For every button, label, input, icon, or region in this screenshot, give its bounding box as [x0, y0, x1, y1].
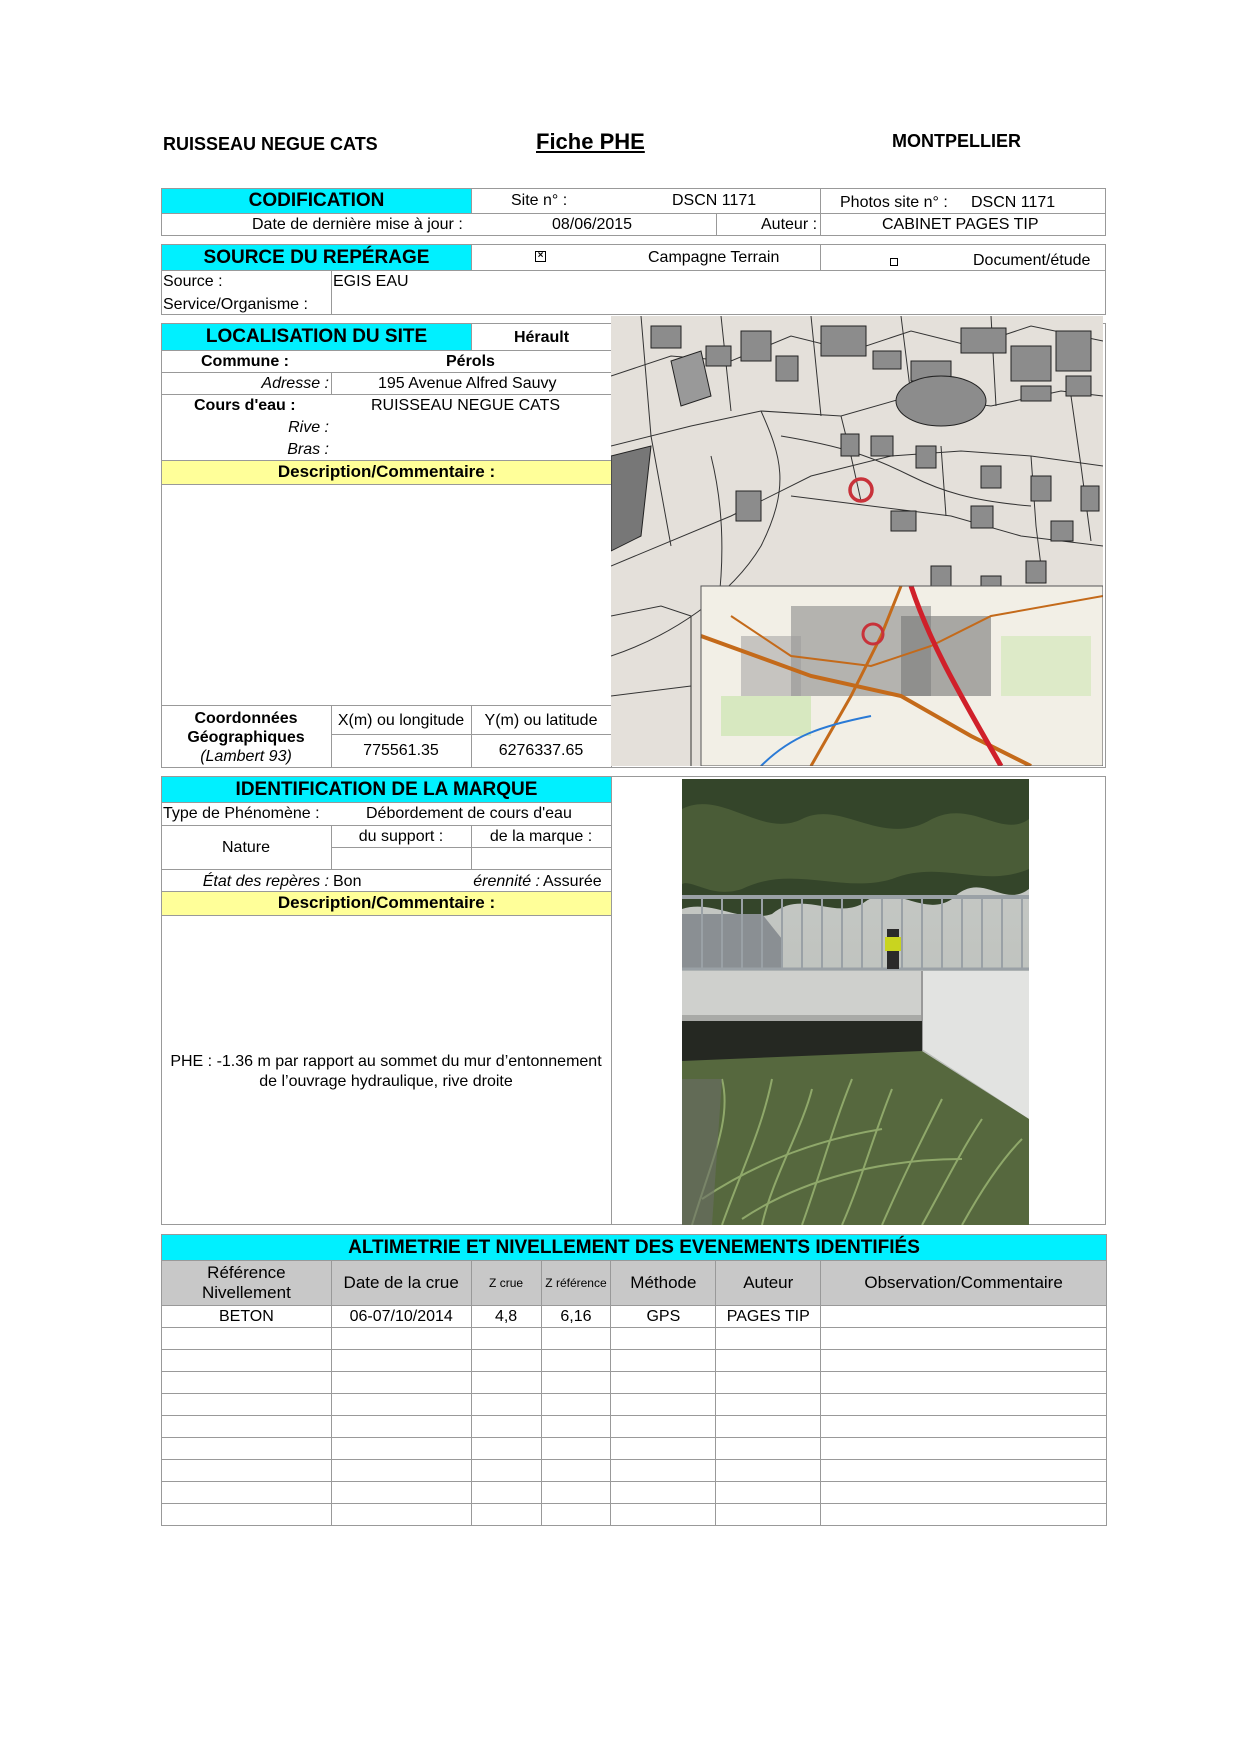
table-cell [821, 1394, 1107, 1416]
table-cell [541, 1328, 611, 1350]
table-row [162, 1460, 1107, 1482]
table-cell [611, 1504, 716, 1526]
photos-number-label: Photos site n° : [840, 194, 948, 211]
col-z-crue: Z crue [471, 1261, 541, 1306]
table-cell [331, 1504, 471, 1526]
table-cell [716, 1460, 821, 1482]
update-date-label: Date de dernière mise à jour : [252, 216, 463, 233]
commune-label: Commune : [201, 353, 289, 370]
localisation-title: LOCALISATION DU SITE [162, 324, 471, 350]
table-cell [611, 1372, 716, 1394]
col-observation: Observation/Commentaire [821, 1261, 1107, 1306]
header-river-name: RUISSEAU NEGUE CATS [163, 134, 378, 154]
table-cell [716, 1372, 821, 1394]
page-title: Fiche PHE [536, 129, 645, 154]
perennite-value: Assurée [543, 873, 602, 890]
identification-title: IDENTIFICATION DE LA MARQUE [162, 777, 611, 802]
adresse-value: 195 Avenue Alfred Sauvy [378, 375, 557, 392]
table-cell [471, 1460, 541, 1482]
table-cell [611, 1438, 716, 1460]
etat-reperes-value: Bon [333, 873, 362, 890]
table-cell [471, 1504, 541, 1526]
table-cell [821, 1460, 1107, 1482]
table-cell [331, 1416, 471, 1438]
departement-value: Hérault [513, 329, 570, 346]
table-cell [611, 1416, 716, 1438]
table-row [162, 1482, 1107, 1504]
table-cell [541, 1482, 611, 1504]
table-cell [821, 1372, 1107, 1394]
table-cell [821, 1328, 1107, 1350]
document-label: Document/étude [973, 252, 1091, 269]
source-value: EGIS EAU [333, 273, 409, 290]
table-cell [611, 1394, 716, 1416]
table-cell [331, 1482, 471, 1504]
table-cell: 6,16 [541, 1306, 611, 1328]
table-cell [471, 1350, 541, 1372]
table-cell [162, 1438, 332, 1460]
codification-title: CODIFICATION [162, 189, 471, 213]
table-cell [331, 1394, 471, 1416]
campagne-checkbox[interactable]: × [535, 251, 546, 262]
table-cell [716, 1504, 821, 1526]
table-cell [821, 1482, 1107, 1504]
table-cell [541, 1372, 611, 1394]
table-cell [471, 1394, 541, 1416]
service-label: Service/Organisme : [163, 296, 308, 313]
altimetrie-header-row [162, 1261, 1107, 1306]
table-row [162, 1306, 1107, 1328]
table-cell [471, 1416, 541, 1438]
table-row [162, 1372, 1107, 1394]
phe-comment-line2: de l’ouvrage hydraulique, rive droite [259, 1073, 513, 1090]
col-reference: Référence Nivellement [162, 1261, 332, 1306]
table-cell [162, 1482, 332, 1504]
author-label: Auteur : [761, 216, 818, 233]
phenomene-type-value: Débordement de cours d'eau [366, 805, 572, 822]
table-cell [162, 1460, 332, 1482]
table-cell [162, 1372, 332, 1394]
bras-label: Bras : [287, 441, 329, 458]
col-methode: Méthode [611, 1261, 716, 1306]
table-cell [716, 1328, 821, 1350]
table-cell [541, 1394, 611, 1416]
table-cell: 4,8 [471, 1306, 541, 1328]
table-row [162, 1438, 1107, 1460]
cours-eau-value: RUISSEAU NEGUE CATS [371, 397, 561, 414]
photos-number-value: DSCN 1171 [971, 194, 1056, 211]
col-date-crue: Date de la crue [331, 1261, 471, 1306]
y-coord-value: 6276337.65 [498, 742, 584, 759]
table-cell [716, 1394, 821, 1416]
table-cell [821, 1504, 1107, 1526]
table-cell [716, 1438, 821, 1460]
table-cell [716, 1482, 821, 1504]
author-value: CABINET PAGES TIP [882, 216, 1039, 233]
table-cell [611, 1482, 716, 1504]
table-cell [541, 1504, 611, 1526]
table-cell [331, 1438, 471, 1460]
table-cell [331, 1328, 471, 1350]
rive-label: Rive : [288, 419, 329, 436]
table-cell [541, 1460, 611, 1482]
table-cell [611, 1328, 716, 1350]
table-row [162, 1394, 1107, 1416]
table-cell [611, 1460, 716, 1482]
coord-label-3: (Lambert 93) [200, 748, 292, 765]
table-row [162, 1328, 1107, 1350]
x-coord-label: X(m) ou longitude [337, 712, 465, 729]
table-cell [162, 1394, 332, 1416]
table-cell: 06-07/10/2014 [331, 1306, 471, 1328]
table-cell [821, 1350, 1107, 1372]
source-label: Source : [163, 273, 223, 290]
table-cell [821, 1416, 1107, 1438]
table-cell [162, 1350, 332, 1372]
table-cell [821, 1438, 1107, 1460]
phenomene-type-label: Type de Phénomène : [163, 805, 320, 822]
localisation-desc-title: Description/Commentaire : [162, 460, 611, 484]
table-cell [471, 1482, 541, 1504]
identification-desc-title: Description/Commentaire : [162, 891, 611, 915]
campagne-label: Campagne Terrain [648, 249, 780, 266]
table-cell [716, 1416, 821, 1438]
table-cell [162, 1328, 332, 1350]
adresse-label: Adresse : [261, 375, 329, 392]
table-cell [162, 1504, 332, 1526]
altimetrie-title: ALTIMETRIE ET NIVELLEMENT DES EVENEMENTS IDENTIFIÉS [161, 1234, 1107, 1260]
document-checkbox[interactable] [890, 258, 898, 266]
table-row [162, 1350, 1107, 1372]
site-number-label: Site n° : [511, 192, 568, 209]
table-cell: PAGES TIP [716, 1306, 821, 1328]
table-cell: BETON [162, 1306, 332, 1328]
perennite-label: érennité : [473, 873, 540, 890]
col-z-reference: Z référence [541, 1261, 611, 1306]
x-coord-value: 775561.35 [363, 742, 439, 759]
table-cell [471, 1328, 541, 1350]
table-cell [331, 1372, 471, 1394]
y-coord-label: Y(m) ou latitude [484, 712, 598, 729]
table-cell [611, 1350, 716, 1372]
nature-label: Nature [221, 839, 271, 856]
table-row [162, 1504, 1107, 1526]
site-location-map [611, 316, 1103, 766]
commune-value: Pérols [446, 353, 495, 370]
phe-comment-line1: PHE : -1.36 m par rapport au sommet du mur d’entonnement [170, 1053, 602, 1070]
header-city: MONTPELLIER [892, 131, 1021, 151]
table-cell [331, 1350, 471, 1372]
marque-label: de la marque : [489, 828, 593, 845]
table-cell [716, 1350, 821, 1372]
site-photo [682, 779, 1029, 1225]
table-cell [541, 1350, 611, 1372]
altimetrie-table [161, 1260, 1107, 1526]
table-cell: GPS [611, 1306, 716, 1328]
site-number-value: DSCN 1171 [672, 192, 757, 209]
update-date-value: 08/06/2015 [552, 216, 633, 233]
table-cell [471, 1372, 541, 1394]
table-cell [541, 1416, 611, 1438]
etat-reperes-label: État des repères : [202, 873, 329, 890]
source-title: SOURCE DU REPÉRAGE [162, 245, 471, 270]
table-row [162, 1416, 1107, 1438]
cours-eau-label: Cours d'eau : [194, 397, 296, 414]
table-cell [331, 1460, 471, 1482]
coord-label-1: Coordonnées [194, 710, 298, 727]
table-cell [162, 1416, 332, 1438]
table-cell [821, 1306, 1107, 1328]
support-label: du support : [358, 828, 444, 845]
table-cell [541, 1438, 611, 1460]
coord-label-2: Géographiques [187, 729, 305, 746]
table-cell [471, 1438, 541, 1460]
col-auteur: Auteur [716, 1261, 821, 1306]
